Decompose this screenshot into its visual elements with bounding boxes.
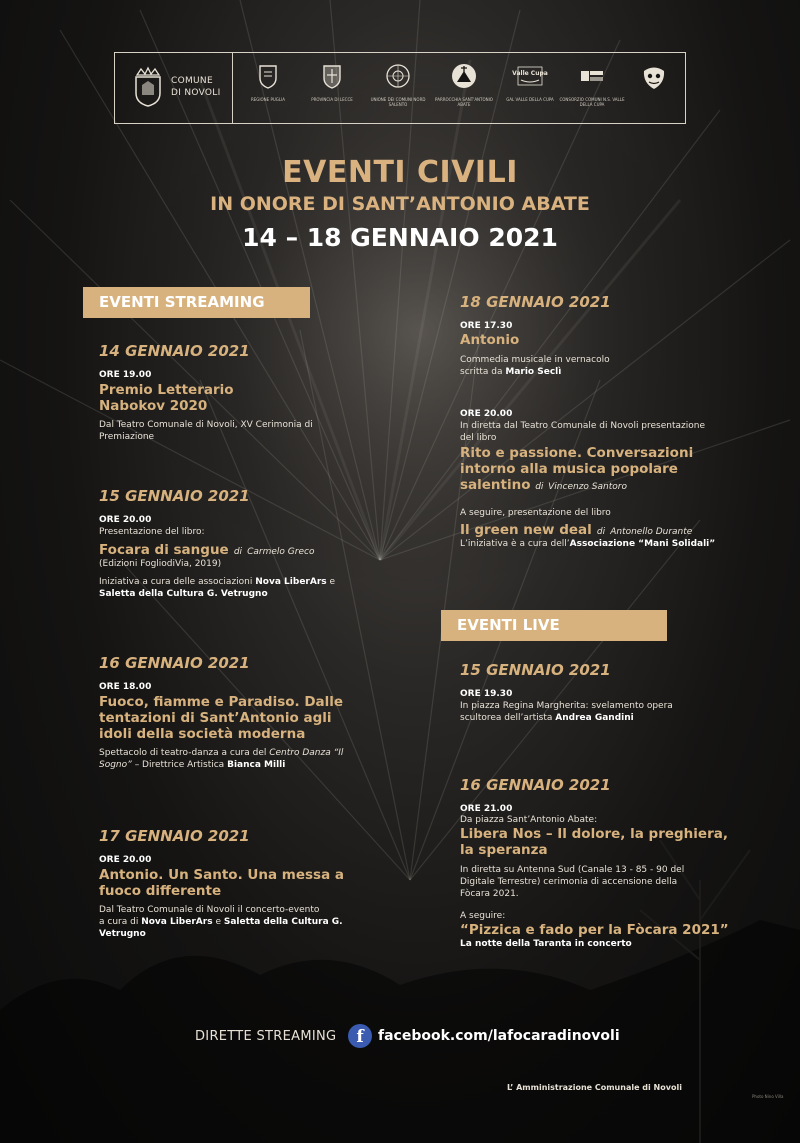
event-description: Dal Teatro Comunale di Novoli, XV Cerimonia di Premiazione (99, 420, 313, 442)
event-title: Libera Nos – Il dolore, la preghiera, la speranza (460, 826, 728, 858)
crest-icon (133, 67, 163, 107)
event-date: 14 GENNAIO 2021 (99, 342, 250, 360)
event-subtitle-2: La notte della Taranta in concerto (460, 939, 632, 949)
logo-bar (114, 52, 686, 124)
page-title: EVENTI CIVILI (282, 155, 518, 190)
event-follow: A seguire: (460, 911, 506, 921)
partner-unione-comuni: UNIONE DEI COMUNI NORD SALENTO (365, 53, 431, 123)
partner-gal: Valle Cupa GAL VALLE DELLA CUPA (497, 53, 563, 123)
event-title: Fuoco, fiamme e Paradiso. Dalle tentazioni di Sant’Antonio agli idoli della società moderna (99, 694, 344, 742)
live-16-gennaio (460, 776, 770, 950)
partner-regione-puglia: REGIONE PUGLIA (235, 53, 301, 123)
event-time: ORE 20.00 (99, 515, 152, 525)
live-15-gennaio (460, 661, 760, 724)
event-18-gennaio-sera (460, 409, 770, 550)
circle-emblem-icon (385, 63, 411, 89)
comune-name: COMUNE DI NOVOLI (171, 76, 221, 98)
event-date: 18 GENNAIO 2021 (460, 293, 611, 311)
event-date: 16 GENNAIO 2021 (99, 654, 250, 672)
page-subtitle: IN ONORE DI SANT’ANTONIO ABATE (210, 193, 590, 215)
event-title: Rito e passione. Conversazioni intorno alla musica popolare salentino di Vincenzo Santoro (460, 445, 694, 493)
event-title-2: Il green new deal di Antonello Durante (460, 522, 693, 538)
section-bar-live: EVENTI LIVE (441, 610, 667, 641)
event-16-gennaio (99, 654, 369, 771)
event-title: Premio Letterario Nabokov 2020 (99, 382, 234, 414)
event-title: Focara di sangue di Carmelo Greco (99, 542, 315, 558)
event-time: ORE 19.00 (99, 370, 152, 380)
event-description: In diretta dal Teatro Comunale di Novoli presentazione del libro (460, 421, 705, 443)
event-time: ORE 21.00 (460, 804, 513, 814)
event-organizers: L’iniziativa è a cura dell’Associazione “Mani Solidali” (460, 539, 716, 549)
event-15-gennaio (99, 487, 369, 600)
event-description: In diretta su Antenna Sud (Canale 13 - 85 - 90 del Digitale Terrestre) cerimonia di accensione della Fòcara 2021. (460, 865, 685, 899)
consorzio-logo-icon (579, 63, 605, 89)
event-date: 15 GENNAIO 2021 (99, 487, 250, 505)
event-description: In piazza Regina Margherita: svelamento opera scultorea dell’artista Andrea Gandini (460, 701, 673, 723)
event-date: 16 GENNAIO 2021 (460, 776, 611, 794)
event-description: Commedia musicale in vernacolo scritta da Mario Seclì (460, 355, 610, 377)
facebook-link[interactable]: facebook.com/lafocaradinovoli (378, 1028, 620, 1044)
gal-logo-icon (512, 63, 548, 89)
partner-mask (621, 53, 687, 123)
shield-icon (255, 63, 281, 89)
partner-consorzio: CONSORZIO COMUNI N.S. VALLE DELLA CUPA (559, 53, 625, 123)
event-title: Antonio. Un Santo. Una messa a fuoco differente (99, 867, 344, 899)
shield-icon (319, 63, 345, 89)
event-organizers: Iniziativa a cura delle associazioni Nova LiberArs e Saletta della Cultura G. Vetrugno (99, 577, 336, 599)
event-time: ORE 20.00 (460, 409, 513, 419)
event-time: ORE 19.30 (460, 689, 513, 699)
amministrazione-signature: L’ Amministrazione Comunale di Novoli (507, 1083, 682, 1092)
mask-logo-icon (641, 65, 667, 91)
event-time: ORE 20.00 (99, 855, 152, 865)
event-time: ORE 18.00 (99, 682, 152, 692)
event-description: Spettacolo di teatro-danza a cura del Centro Danza “Il Sogno” – Direttrice Artistica Bianca Milli (99, 748, 344, 770)
event-date: 17 GENNAIO 2021 (99, 827, 250, 845)
event-18-gennaio (460, 293, 760, 378)
event-edition: (Edizioni FogliodiVia, 2019) (99, 559, 222, 569)
svg-text:Valle Cupa: Valle Cupa (512, 70, 548, 77)
event-intro: Presentazione del libro: (99, 527, 205, 537)
event-title: Antonio (460, 332, 520, 348)
partner-parrocchia: PARROCCHIA SANT'ANTONIO ABATE (431, 53, 497, 123)
comune-logo (115, 53, 233, 123)
event-description: Dal Teatro Comunale di Novoli il concerto-evento a cura di Nova LiberArs e Saletta della Cultura G. Vetrugno (99, 905, 343, 939)
photo-credit: Photo Nino Villa (752, 1094, 784, 1099)
section-bar-streaming: EVENTI STREAMING (83, 287, 310, 318)
event-date: 15 GENNAIO 2021 (460, 661, 611, 679)
event-17-gennaio (99, 827, 369, 940)
partner-provincia-lecce: PROVINCIA DI LECCE (299, 53, 365, 123)
event-title-2: “Pizzica e fado per la Fòcara 2021” (460, 922, 729, 938)
facebook-icon: f (348, 1024, 372, 1048)
event-time: ORE 17.30 (460, 321, 513, 331)
event-14-gennaio (99, 342, 369, 443)
event-follow: A seguire, presentazione del libro (460, 508, 611, 518)
event-dates: 14 – 18 GENNAIO 2021 (242, 223, 558, 252)
event-place: Da piazza Sant’Antonio Abate: (460, 815, 598, 825)
church-icon (451, 63, 477, 89)
dirette-streaming-label: DIRETTE STREAMING (195, 1029, 337, 1044)
